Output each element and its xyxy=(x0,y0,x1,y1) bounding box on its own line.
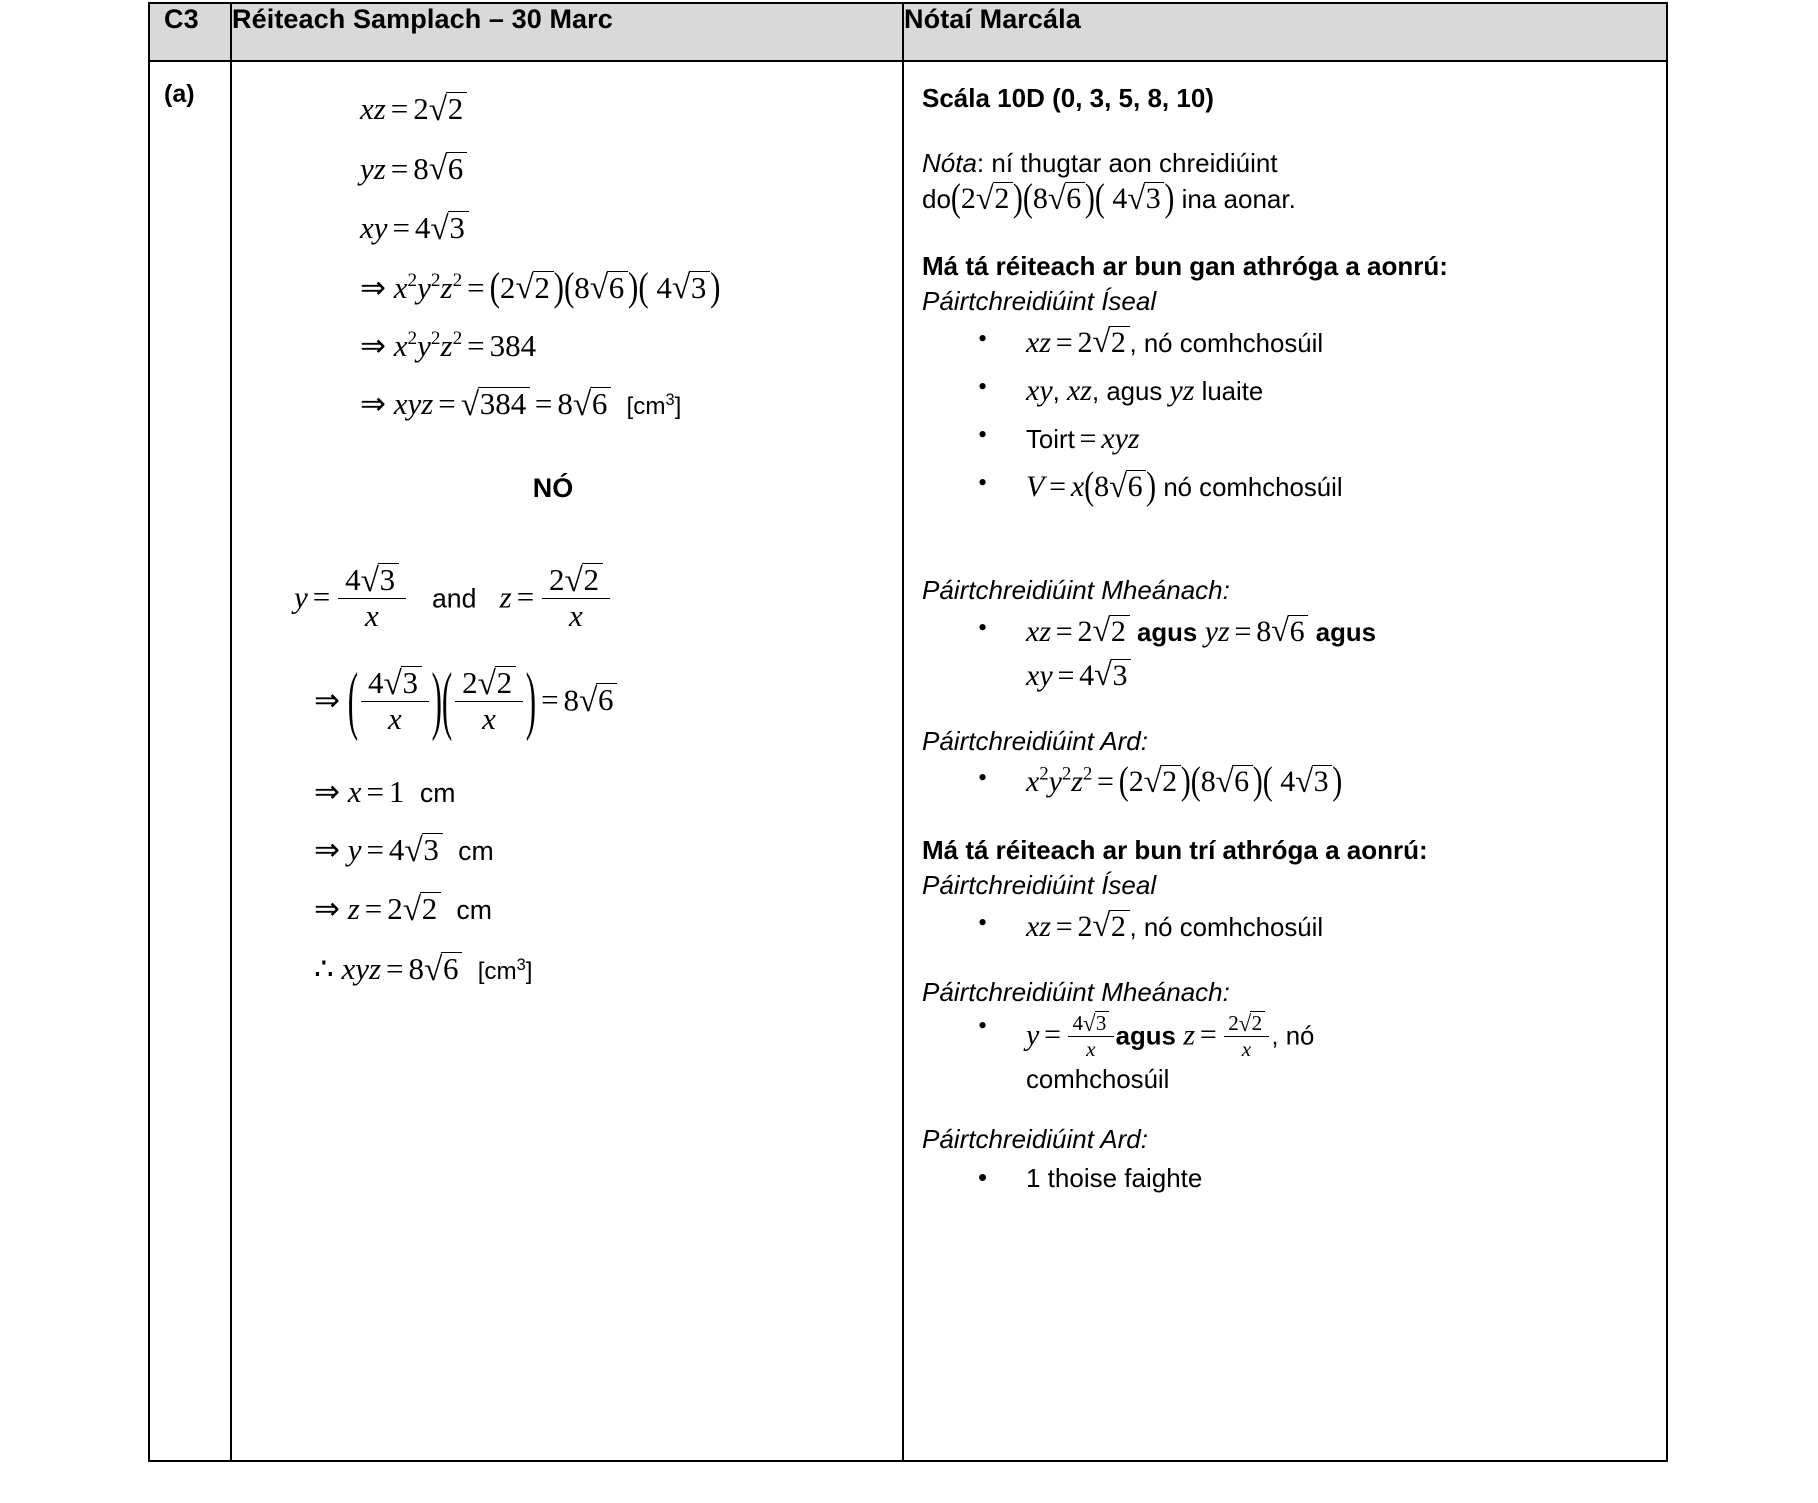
nota-do-prefix: do xyxy=(922,184,951,215)
list-item: • V = x(8√6 ) nó comhchosúil xyxy=(922,467,1654,507)
section2-high-bullets xyxy=(922,1161,1654,1196)
unit-cm-x: cm xyxy=(419,777,456,808)
agus-word: agus xyxy=(1137,618,1198,647)
equation-product-fractions: ⇒ ( $\frac{4√3}{x}$ )( $\frac{2√2}{x}$ ) = 8√6 xyxy=(274,669,892,738)
list-item: • xz = 2√2 , nó comhchosúil xyxy=(922,907,1654,947)
spacer xyxy=(922,216,1654,246)
sample-solution-cell xyxy=(231,61,903,1461)
section1-high-label: Páirtchreidiúint Ard: xyxy=(922,725,1148,756)
part-label-cell xyxy=(149,61,231,1461)
value-x: 1 xyxy=(388,773,405,809)
agus-word-2: agus xyxy=(1315,618,1376,647)
section1-low-bullets xyxy=(922,323,1654,508)
scale-heading: Scála 10D (0, 3, 5, 8, 10) xyxy=(922,83,1214,113)
spacer xyxy=(922,515,1654,573)
section1-low-label: Páirtchreidiúint Íseal xyxy=(922,286,1157,317)
equation-x-value: ⇒ x = 1 cm xyxy=(314,773,456,809)
section1-heading: Má tá réiteach ar bun gan athróga a aonrú: xyxy=(922,251,1448,282)
spacer xyxy=(922,955,1654,975)
equation-yz: yz = 8√6 xyxy=(274,152,892,186)
list-item: • Toirt = xyz xyxy=(922,419,1654,459)
equation-xyz-result: ⇒ xyz = √384 = 8√6 $[cm^3]$ xyxy=(360,385,682,423)
list-item: • xz = 2√2 , nó comhchosúil xyxy=(922,323,1654,363)
section2-high-label: Páirtchreidiúint Ard: xyxy=(922,1124,1148,1155)
nota-text: : ní thugtar aon chreidiúint xyxy=(976,147,1278,178)
alternative-separator: NÓ xyxy=(532,472,574,503)
nota-label: Nóta xyxy=(922,147,977,178)
agus-word-3: agus xyxy=(1115,1022,1176,1051)
marking-scheme-table xyxy=(148,2,1668,1462)
equation-y-and-z: y = $\frac{4√3}{x}$ and z = $\frac{2√2}{x}$ xyxy=(274,566,892,635)
section2-mid-bullets xyxy=(922,1010,1654,1094)
equation-y-value: ⇒ y = 4√3 cm xyxy=(314,831,494,869)
list-item: • $x^2y^2z^2 = (2√2$ )(8√6 )( 4√3 ) xyxy=(922,762,1654,802)
equation-xy: xy = 4√3 xyxy=(274,211,892,245)
list-item: • xz = 2√2 agus yz = 8√6 agus xy = 4√3 xyxy=(922,612,1654,696)
equation-xz: xz = 2√2 xyxy=(274,92,892,126)
nota-formula-line: do(2√2 )(8√6 )( 4√3 ) ina aonar. xyxy=(922,176,1296,220)
spacer xyxy=(922,704,1654,724)
marking-notes-cell xyxy=(903,61,1667,1461)
part-label: (a) xyxy=(164,80,195,108)
equation-squares-product: ⇒ $x^2y^2z^2 = (2√2$ )(8√6 )( 4√3 ) xyxy=(360,263,721,310)
section1-mid-label: Páirtchreidiúint Mheánach: xyxy=(922,575,1230,606)
section2-low-bullets xyxy=(922,907,1654,947)
bullet-continuation: comhchosúil xyxy=(1026,1065,1170,1094)
value-384: 384 xyxy=(489,328,537,364)
spacer xyxy=(922,116,1654,146)
section2-heading: Má tá réiteach ar bun trí athróga a aonrú: xyxy=(922,835,1428,866)
spacer xyxy=(922,1102,1654,1122)
unit-cm-z: cm xyxy=(456,895,492,926)
table-header-row xyxy=(149,3,1667,61)
section2-mid-label: Páirtchreidiúint Mheánach: xyxy=(922,976,1230,1007)
list-item: • 1 thoise faighte xyxy=(922,1161,1654,1196)
equation-z-value: ⇒ z = 2√2 cm xyxy=(314,891,492,929)
solution-body xyxy=(246,78,892,986)
header-notes-column: Nótaí Marcála xyxy=(903,3,1667,61)
section1-high-bullets xyxy=(922,759,1654,803)
bullet-tail-no: , nó xyxy=(1271,1022,1315,1051)
header-solution-column: Réiteach Samplach – 30 Marc xyxy=(231,3,903,61)
nota-suffix: ina aonar. xyxy=(1174,184,1296,215)
spacer xyxy=(922,810,1654,830)
list-item: • xy, xz, agus yz luaite xyxy=(922,371,1654,411)
header-question-label: C3 xyxy=(149,3,231,61)
unit-cm-y: cm xyxy=(458,835,494,866)
list-item: • y = $\frac{4√3}{x}$ agus z = $\frac{2√2}{x}$ , nó comhchosúil xyxy=(922,1013,1654,1094)
section1-mid-bullets xyxy=(922,612,1654,696)
table-body-row xyxy=(149,61,1667,1461)
section2-low-label: Páirtchreidiúint Íseal xyxy=(922,870,1157,901)
and-word: and xyxy=(431,583,477,614)
nota-line xyxy=(922,146,1654,180)
equation-xyz-final: ∴ xyz = 8√6 $[cm^3]$ xyxy=(314,950,533,988)
equation-squares-384: ⇒ $x^2y^2z^2 = 384$ xyxy=(360,328,537,364)
bullet-tail-text: , nó comhchosúil xyxy=(1129,913,1324,942)
